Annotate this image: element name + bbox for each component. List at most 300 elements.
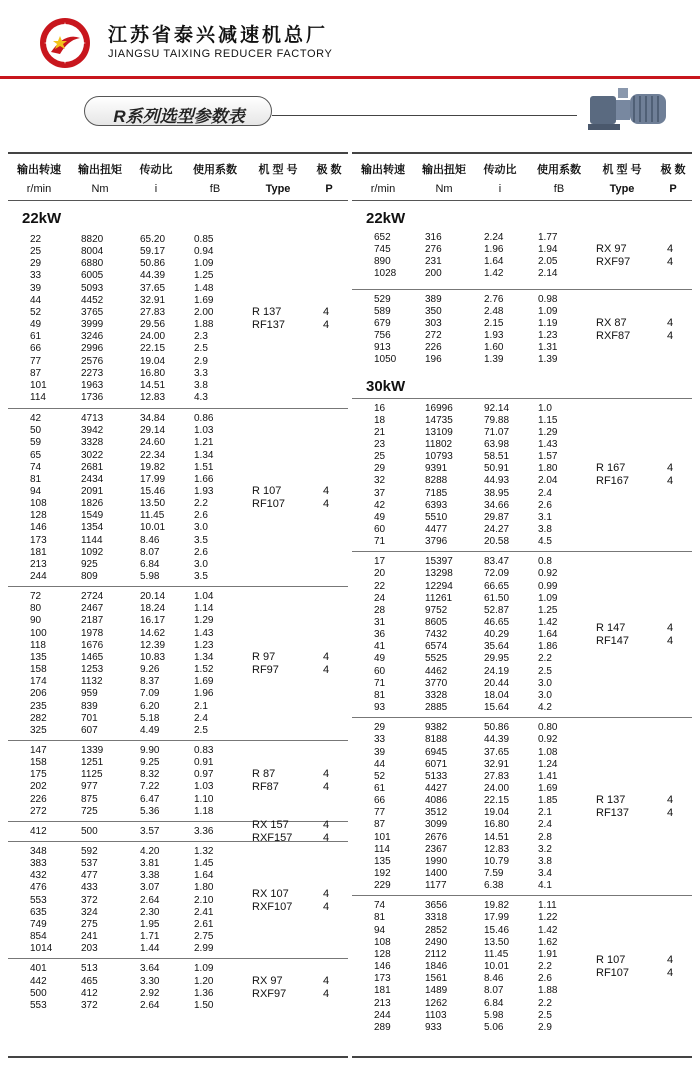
table-cell: 1561 xyxy=(425,973,448,985)
table-cell: 60 xyxy=(374,665,386,677)
table-cell: 1.31 xyxy=(538,342,558,354)
table-cell: 3318 xyxy=(425,912,448,924)
table-cell: 8188 xyxy=(425,734,448,746)
table-row xyxy=(352,488,692,500)
table-cell: 442 xyxy=(30,975,47,987)
table-cell: 213 xyxy=(374,997,391,1009)
table-row xyxy=(352,807,692,819)
table-row xyxy=(352,427,692,439)
pole-count: 4 xyxy=(323,306,330,319)
table-cell: 1.86 xyxy=(538,641,558,653)
table-cell: 50.91 xyxy=(484,463,510,475)
table-cell: 3.64 xyxy=(140,963,160,975)
table-cell: 1253 xyxy=(81,664,104,676)
table-cell: 3.1 xyxy=(538,511,552,523)
table-row xyxy=(352,747,692,759)
table-cell: 1.91 xyxy=(538,948,558,960)
table-cell: 0.91 xyxy=(194,757,214,769)
column-header-en: i xyxy=(154,183,158,195)
table-cell: 3099 xyxy=(425,819,448,831)
table-row xyxy=(8,794,348,806)
model-type: RXF87 xyxy=(596,330,631,343)
table-cell: 94 xyxy=(30,485,42,497)
pole-count: 4 xyxy=(667,622,674,635)
table-cell: 25 xyxy=(30,246,42,258)
table-cell: 1.80 xyxy=(538,463,558,475)
table-cell: 3.36 xyxy=(194,825,214,837)
table-group xyxy=(352,895,692,1038)
pole-count: 4 xyxy=(323,818,330,831)
column-header-cn: 输出扭矩 xyxy=(422,164,466,176)
table-cell: 24.27 xyxy=(484,524,510,535)
table-cell: 16.80 xyxy=(140,367,166,379)
table-cell: 1.66 xyxy=(194,473,214,485)
table-cell: 7185 xyxy=(425,487,448,499)
table-cell: 24.00 xyxy=(140,331,166,343)
table-cell: 34.66 xyxy=(484,499,510,511)
column-header-cn: 传动比 xyxy=(139,164,173,176)
table-cell: 28 xyxy=(374,604,386,616)
pole-count: 4 xyxy=(323,651,330,664)
table-cell: 71.07 xyxy=(484,426,510,438)
table-cell: 1.45 xyxy=(194,858,214,870)
model-type: RXF107 xyxy=(252,900,293,913)
table-cell: 2681 xyxy=(81,461,104,473)
table-row xyxy=(8,343,348,355)
table-cell: 22.34 xyxy=(140,449,166,461)
table-cell: 92.14 xyxy=(484,402,510,414)
table-cell: 0.98 xyxy=(538,293,558,305)
table-cell: 2.1 xyxy=(194,700,208,712)
table-cell: 2.1 xyxy=(538,807,552,819)
table-cell: 3.07 xyxy=(140,882,160,894)
table-cell: 1.29 xyxy=(538,426,558,438)
table-row xyxy=(8,413,348,425)
table-cell: 37.65 xyxy=(484,746,510,758)
table-cell: 33 xyxy=(30,270,42,282)
table-cell: 18 xyxy=(374,414,386,426)
table-group xyxy=(352,398,692,553)
table-cell: 925 xyxy=(81,558,98,570)
table-row xyxy=(8,319,348,331)
table-row xyxy=(8,547,348,559)
table-cell: 5510 xyxy=(425,511,448,523)
table-row xyxy=(352,500,692,512)
table-cell: 17.99 xyxy=(484,912,510,924)
table-cell: 2.2 xyxy=(538,997,552,1009)
table-cell: 2.5 xyxy=(538,665,552,677)
table-cell: 1092 xyxy=(81,546,104,558)
page-title: R系列选型参数表 xyxy=(113,107,245,126)
table-cell: 2112 xyxy=(425,948,447,960)
table-row xyxy=(352,985,692,997)
table-row xyxy=(8,769,348,781)
table-cell: 200 xyxy=(425,268,442,280)
table-cell: 29.56 xyxy=(140,319,166,331)
table-cell: 1.80 xyxy=(194,882,214,894)
table-cell: 977 xyxy=(81,781,98,793)
table-cell: 9752 xyxy=(425,604,448,616)
pole-count: 4 xyxy=(667,475,674,488)
table-cell: 2.00 xyxy=(194,306,214,318)
power-label: 22kW xyxy=(22,210,62,227)
table-cell: 5.36 xyxy=(140,805,160,817)
table-cell: 553 xyxy=(30,999,47,1011)
table-cell: 146 xyxy=(374,961,391,973)
table-cell: 61 xyxy=(374,783,386,794)
model-type: RX 97 xyxy=(252,974,283,987)
table-row xyxy=(8,425,348,437)
column-header-en: P xyxy=(669,183,677,195)
table-row xyxy=(352,868,692,880)
table-row xyxy=(8,283,348,295)
table-row xyxy=(352,581,692,593)
table-cell: 235 xyxy=(30,700,47,712)
table-group xyxy=(8,958,348,1016)
table-row xyxy=(352,961,692,973)
table-cell: 10.01 xyxy=(140,522,166,534)
table-cell: 529 xyxy=(374,293,391,305)
table-row xyxy=(352,690,692,702)
table-cell: 1978 xyxy=(81,627,104,639)
model-type: RX 107 xyxy=(252,887,289,900)
table-cell: 1.93 xyxy=(484,330,504,342)
table-row xyxy=(8,919,348,931)
table-cell: 272 xyxy=(425,330,442,342)
table-cell: 5093 xyxy=(81,282,104,294)
table-cell: 3.8 xyxy=(538,524,552,535)
column-header-en: Type xyxy=(265,183,291,195)
table-cell: 0.85 xyxy=(194,234,214,245)
table-cell: 5.06 xyxy=(484,1021,504,1033)
table-row xyxy=(352,925,692,937)
table-cell: 72.09 xyxy=(484,568,510,580)
table-row xyxy=(352,330,692,342)
table-cell: 81 xyxy=(374,912,386,924)
pole-count: 4 xyxy=(667,954,674,967)
table-cell: 46.65 xyxy=(484,617,510,629)
table-cell: 244 xyxy=(30,571,47,583)
table-cell: 4086 xyxy=(425,795,448,807)
table-cell: 2.6 xyxy=(538,973,552,985)
table-cell: 14.51 xyxy=(140,379,166,391)
table-cell: 3796 xyxy=(425,536,448,548)
company-name-cn: 江苏省泰兴减速机总厂 xyxy=(108,25,329,46)
table-cell: 4.2 xyxy=(538,702,552,714)
table-group xyxy=(8,408,348,587)
table-cell: 1.42 xyxy=(484,268,504,280)
table-cell: 1.18 xyxy=(194,805,214,817)
table-cell: 1.23 xyxy=(538,330,558,342)
table-cell: 71 xyxy=(374,677,386,689)
table-cell: 1736 xyxy=(81,391,104,403)
table-cell: 1.42 xyxy=(538,924,558,936)
table-cell: 2187 xyxy=(81,615,104,627)
table-cell: 513 xyxy=(81,963,98,975)
table-cell: 875 xyxy=(81,793,98,805)
table-cell: 44 xyxy=(374,758,386,770)
table-cell: 2.64 xyxy=(140,894,160,906)
table-cell: 2.04 xyxy=(538,475,558,487)
table-cell: 8.07 xyxy=(484,985,504,997)
pole-count: 4 xyxy=(323,664,330,677)
pole-count: 4 xyxy=(323,781,330,794)
table-cell: 10793 xyxy=(425,451,453,463)
table-cell: 2.4 xyxy=(538,819,552,831)
table-cell: 4452 xyxy=(81,294,104,306)
table-row xyxy=(352,678,692,690)
table-cell: 21 xyxy=(374,426,386,438)
model-type: RF137 xyxy=(252,319,286,332)
table-cell: 20.58 xyxy=(484,536,510,548)
table-cell: 1.57 xyxy=(538,451,558,463)
table-cell: 553 xyxy=(30,894,47,906)
pole-count: 4 xyxy=(323,485,330,498)
table-cell: 6880 xyxy=(81,258,104,270)
table-cell: 147 xyxy=(30,745,47,756)
table-cell: 29 xyxy=(30,258,42,270)
pole-count: 4 xyxy=(667,330,674,343)
table-row xyxy=(8,450,348,462)
table-cell: 1826 xyxy=(81,498,104,510)
table-cell: 1489 xyxy=(425,985,448,997)
table-row xyxy=(8,725,348,737)
table-cell: 50 xyxy=(30,425,42,437)
table-cell: 1400 xyxy=(425,868,448,880)
table-cell: 2.8 xyxy=(538,831,552,843)
table-cell: 13109 xyxy=(425,426,453,438)
model-type: R 147 xyxy=(596,622,626,635)
table-cell: 87 xyxy=(374,819,386,831)
table-cell: 1.69 xyxy=(194,676,214,688)
table-cell: 42 xyxy=(374,499,386,511)
table-row xyxy=(352,524,692,536)
table-row xyxy=(8,535,348,547)
table-group xyxy=(8,818,348,844)
column-header-en: i xyxy=(498,183,502,195)
table-cell: 1.85 xyxy=(538,795,558,807)
table-cell: 12.83 xyxy=(484,843,510,855)
table-cell: 128 xyxy=(30,510,47,522)
column-header xyxy=(8,154,348,201)
column-header-cn: 极 数 xyxy=(660,164,686,176)
pole-count: 4 xyxy=(323,831,330,844)
table-cell: 2.05 xyxy=(538,256,558,268)
table-cell: 9.25 xyxy=(140,757,160,769)
table-row xyxy=(8,781,348,793)
table-cell: 72 xyxy=(30,591,42,603)
pole-count: 4 xyxy=(323,974,330,987)
table-cell: 3512 xyxy=(425,807,448,819)
table-cell: 87 xyxy=(30,367,42,379)
table-cell: 5.18 xyxy=(140,712,160,724)
table-row xyxy=(8,258,348,270)
table-cell: 1125 xyxy=(81,769,103,781)
table-cell: 1014 xyxy=(30,943,53,955)
table-row xyxy=(352,771,692,783)
table-cell: 23 xyxy=(374,438,386,450)
table-row xyxy=(352,415,692,427)
table-cell: 16.17 xyxy=(140,615,166,627)
table-cell: 35.64 xyxy=(484,641,510,653)
table-cell: 1990 xyxy=(425,855,448,867)
table-row xyxy=(8,907,348,919)
column-header-en: fB xyxy=(209,183,221,195)
table-row xyxy=(8,474,348,486)
table-cell: 635 xyxy=(30,906,47,918)
right-table xyxy=(352,152,692,1058)
table-cell: 135 xyxy=(374,855,391,867)
table-cell: 20 xyxy=(374,568,386,580)
table-row xyxy=(8,270,348,282)
table-cell: 2.15 xyxy=(484,317,504,329)
table-row xyxy=(352,937,692,949)
table-cell: 135 xyxy=(30,651,47,663)
table-cell: 2.2 xyxy=(194,498,208,510)
table-cell: 11261 xyxy=(425,592,453,604)
table-cell: 15.46 xyxy=(140,485,166,497)
table-cell: 477 xyxy=(81,870,98,882)
table-cell: 2.92 xyxy=(140,987,160,999)
table-cell: 3.0 xyxy=(538,689,552,701)
table-cell: 2.10 xyxy=(194,894,214,906)
table-cell: 389 xyxy=(425,293,442,305)
table-row xyxy=(8,295,348,307)
table-cell: 16 xyxy=(374,402,386,414)
table-cell: 29.95 xyxy=(484,653,510,665)
table-cell: 2576 xyxy=(81,355,104,367)
table-cell: 65.20 xyxy=(140,234,166,245)
table-cell: 9.90 xyxy=(140,745,160,756)
table-cell: 1.09 xyxy=(538,592,558,604)
table-cell: 9.26 xyxy=(140,664,160,676)
table-cell: 20.14 xyxy=(140,591,166,603)
table-cell: 2676 xyxy=(425,831,448,843)
table-cell: 59.17 xyxy=(140,246,166,258)
table-row xyxy=(8,462,348,474)
table-row xyxy=(8,664,348,676)
model-type: RX 97 xyxy=(596,243,627,256)
table-cell: 4.1 xyxy=(538,880,552,892)
table-cell: 17.99 xyxy=(140,473,166,485)
table-cell: 432 xyxy=(30,870,47,882)
table-cell: 1.21 xyxy=(194,437,214,449)
table-row xyxy=(8,368,348,380)
table-row xyxy=(8,976,348,988)
table-cell: 158 xyxy=(30,757,47,769)
table-cell: 244 xyxy=(374,1009,391,1021)
table-cell: 1.48 xyxy=(194,282,214,294)
table-cell: 39 xyxy=(30,282,42,294)
table-cell: 101 xyxy=(374,831,391,843)
table-cell: 3.30 xyxy=(140,975,160,987)
table-cell: 29 xyxy=(374,722,386,734)
table-row xyxy=(8,331,348,343)
table-cell: 8.46 xyxy=(484,973,504,985)
table-cell: 1.10 xyxy=(194,793,214,805)
table-cell: 9382 xyxy=(425,722,448,734)
table-row xyxy=(352,451,692,463)
table-cell: 325 xyxy=(30,724,47,736)
table-row xyxy=(8,356,348,368)
table-cell: 41 xyxy=(374,641,386,653)
table-cell: 3.0 xyxy=(538,677,552,689)
column-header-en: P xyxy=(325,183,333,195)
table-cell: 1.23 xyxy=(194,639,214,651)
table-cell: 11802 xyxy=(425,438,453,450)
table-row xyxy=(352,1010,692,1022)
table-cell: 44.39 xyxy=(484,734,510,746)
table-cell: 2.6 xyxy=(538,499,552,511)
table-cell: 58.51 xyxy=(484,451,510,463)
table-cell: 94 xyxy=(374,924,386,936)
table-cell: 15.64 xyxy=(484,702,510,714)
table-cell: 40.29 xyxy=(484,629,510,641)
table-cell: 1.39 xyxy=(538,354,558,366)
table-cell: 1.96 xyxy=(194,688,214,700)
model-type: RF137 xyxy=(596,807,630,820)
table-cell: 1354 xyxy=(81,522,104,534)
table-cell: 0.92 xyxy=(538,734,558,746)
table-cell: 34.84 xyxy=(140,413,166,425)
table-cell: 3999 xyxy=(81,319,104,331)
table-cell: 3328 xyxy=(425,689,448,701)
table-cell: 372 xyxy=(81,999,98,1011)
column-header-en: r/min xyxy=(26,183,52,195)
table-cell: 500 xyxy=(30,987,47,999)
table-cell: 32.91 xyxy=(484,758,510,770)
pole-count: 4 xyxy=(667,967,674,980)
table-row xyxy=(352,556,692,568)
table-cell: 81 xyxy=(30,473,42,485)
table-cell: 589 xyxy=(374,305,391,317)
table-group xyxy=(352,717,692,896)
table-cell: 114 xyxy=(30,391,46,403)
column-header-en: Type xyxy=(609,183,635,195)
model-type: RF87 xyxy=(252,781,279,794)
table-row xyxy=(8,652,348,664)
table-cell: 1.32 xyxy=(194,846,214,858)
table-cell: 3.0 xyxy=(194,558,208,570)
table-group xyxy=(352,289,692,371)
table-row xyxy=(8,392,348,404)
table-cell: 2.9 xyxy=(538,1021,552,1033)
table-cell: 4427 xyxy=(425,783,448,794)
table-row xyxy=(352,617,692,629)
table-cell: 6071 xyxy=(425,758,448,770)
table-row xyxy=(352,268,692,280)
pole-count: 4 xyxy=(323,498,330,511)
table-cell: 0.92 xyxy=(538,568,558,580)
table-cell: 12.83 xyxy=(140,391,166,403)
pole-count: 4 xyxy=(667,256,674,269)
table-cell: 33 xyxy=(374,734,386,746)
table-row xyxy=(8,603,348,615)
table-cell: 1.41 xyxy=(538,770,558,782)
table-cell: 31 xyxy=(374,617,386,629)
table-cell: 1.60 xyxy=(484,342,504,354)
table-cell: 146 xyxy=(30,522,47,534)
table-cell: 52 xyxy=(30,306,42,318)
table-cell: 1963 xyxy=(81,379,104,391)
column-header-en: Nm xyxy=(91,183,109,195)
table-cell: 276 xyxy=(425,244,442,256)
model-type: RF107 xyxy=(596,967,630,980)
table-cell: 1.03 xyxy=(194,425,214,437)
table-cell: 44 xyxy=(30,294,42,306)
table-cell: 49 xyxy=(30,319,42,331)
table-cell: 1.43 xyxy=(194,627,214,639)
